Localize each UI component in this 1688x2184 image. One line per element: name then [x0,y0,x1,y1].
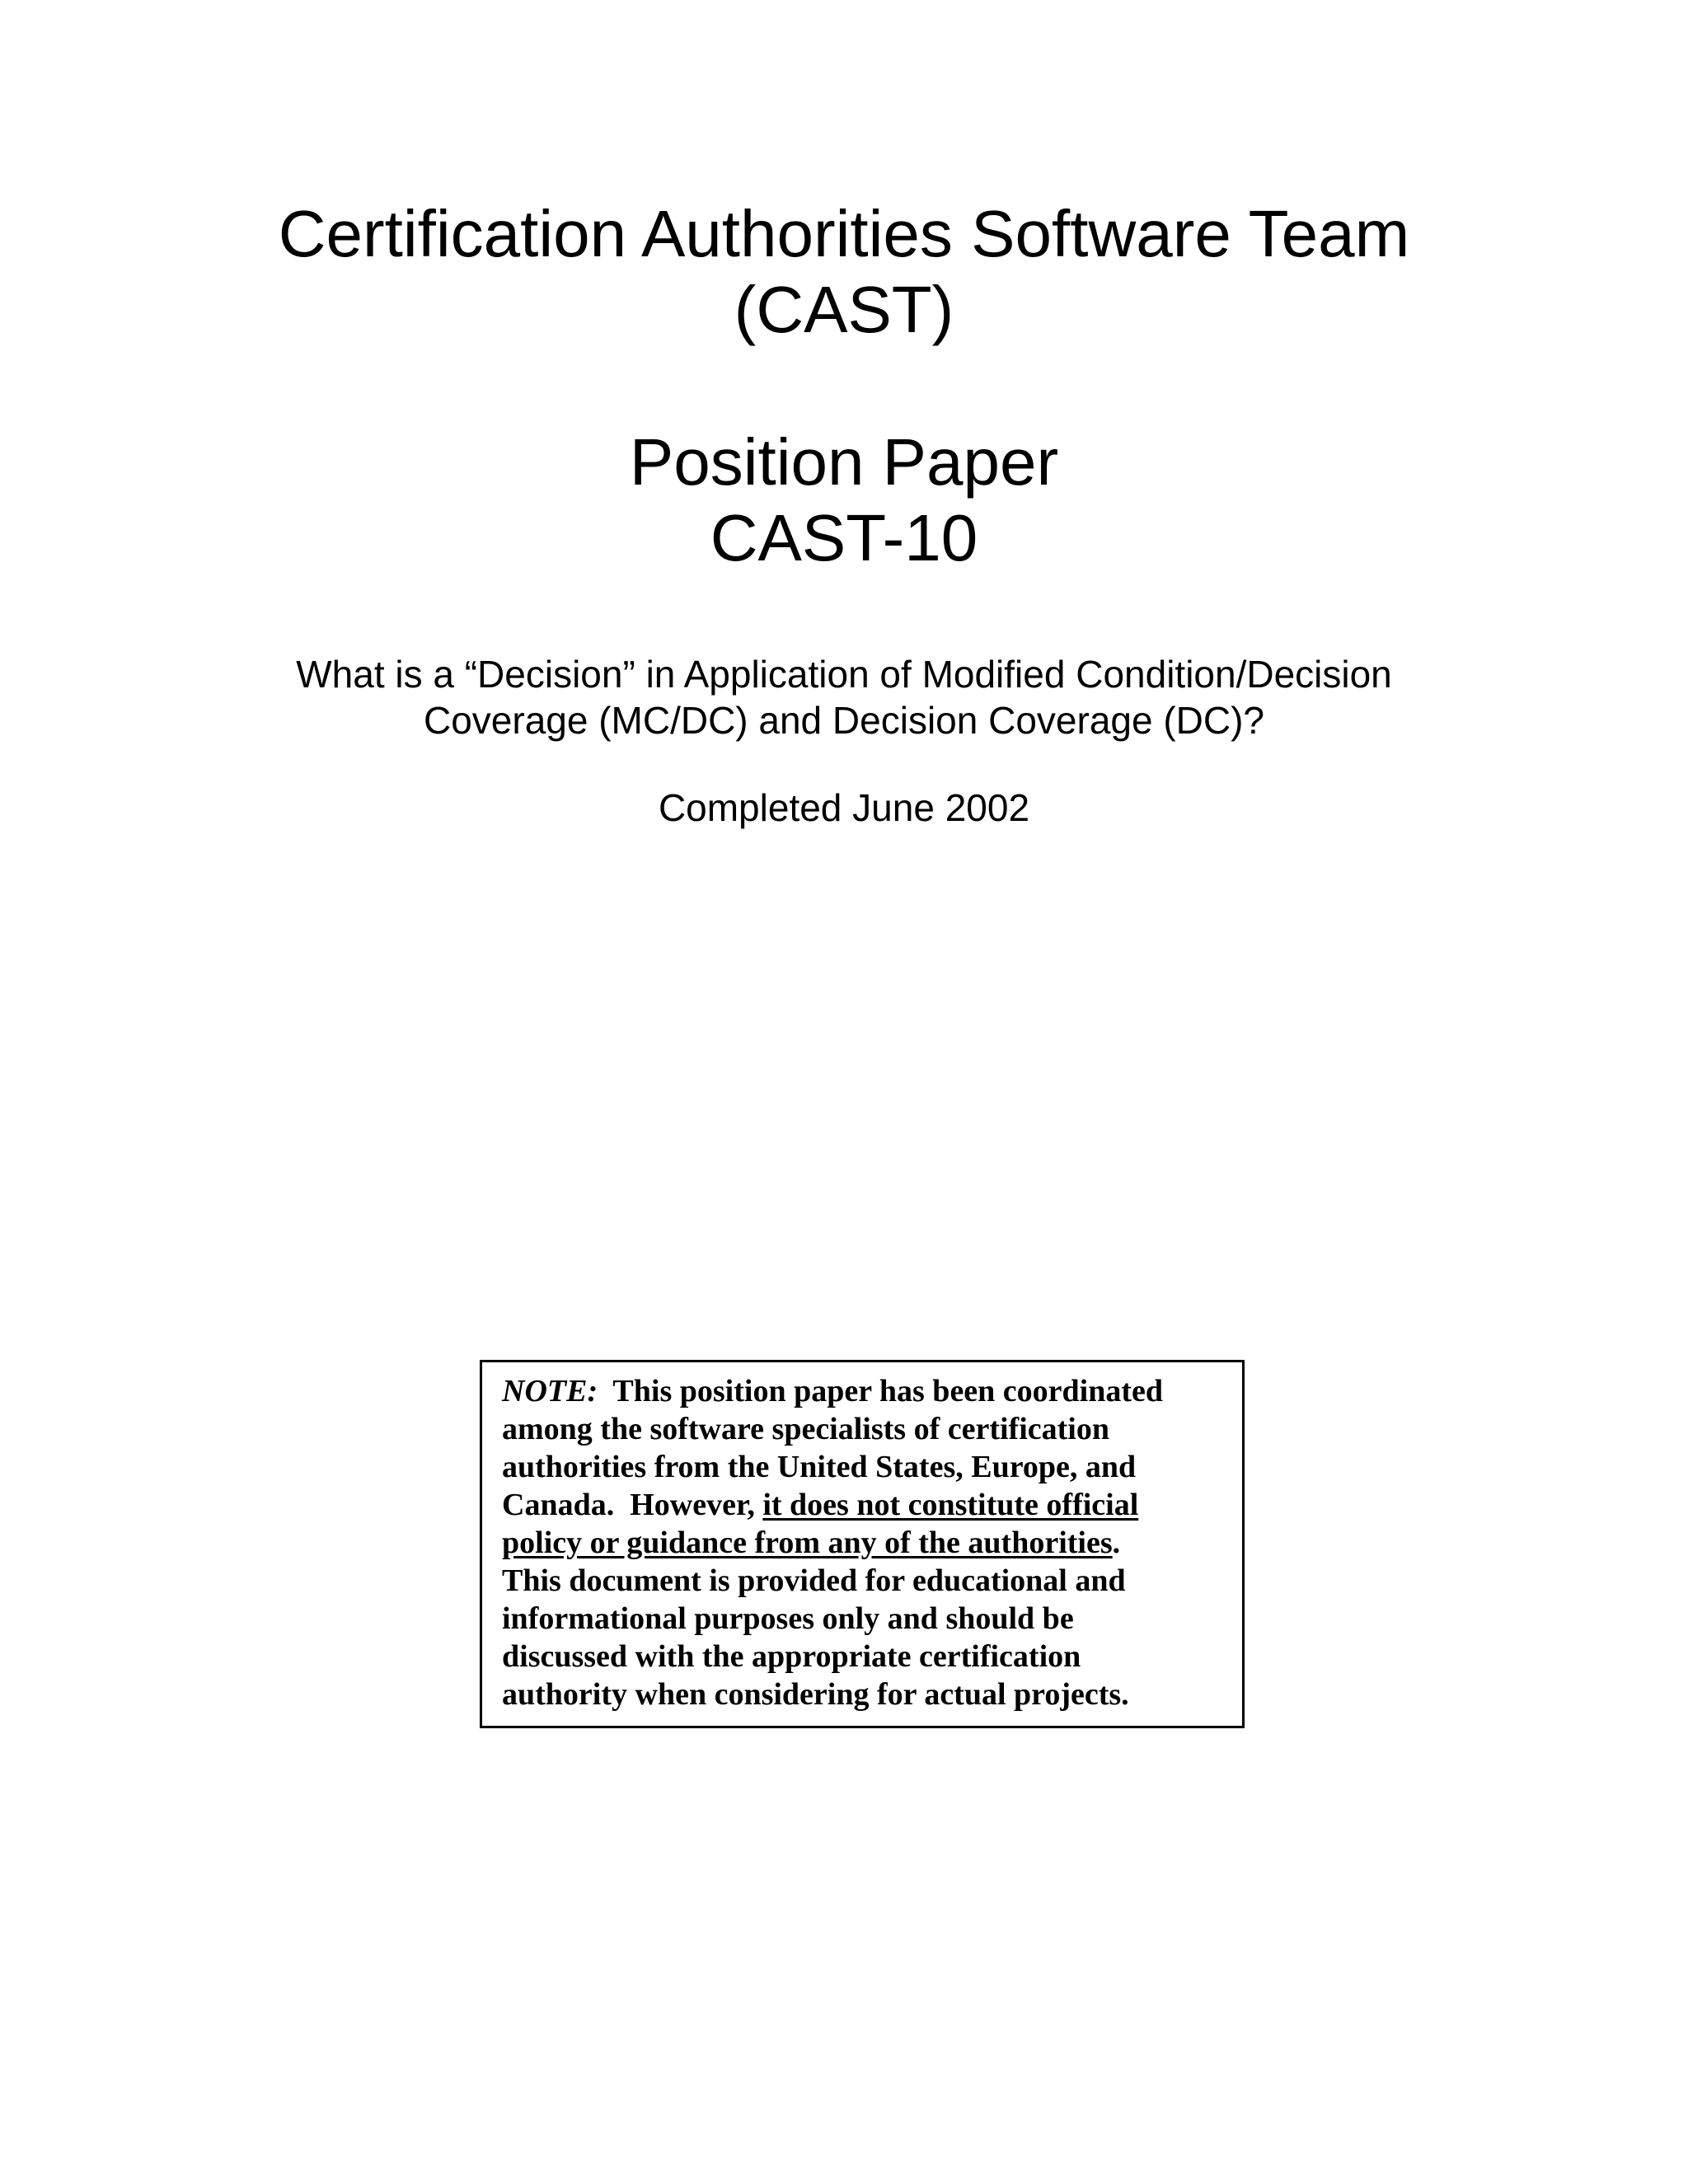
note-line-4-text: Canada. However, [502,1488,763,1522]
title-line-2: (CAST) [734,273,954,346]
team-title [0,196,1688,348]
completion-date [0,785,1688,831]
note-underlined-2: policy or guidance from any of the authorities [502,1526,1113,1560]
title-line-1: Certification Authorities Software Team [278,197,1410,270]
paper-number: CAST-10 [710,501,978,574]
subtitle-line-2: Coverage (MC/DC) and Decision Coverage (DC)? [423,699,1265,742]
note-line-5 [502,1524,1226,1562]
note-line-6: This document is provided for educational and [502,1563,1126,1598]
note-line-9: authority when considering for actual projects. [502,1677,1129,1712]
paper-subtitle [0,651,1688,743]
paper-title [0,424,1688,576]
note-line-4 [502,1486,1226,1524]
note-line-3: authorities from the United States, Europe, and [502,1450,1137,1484]
disclaimer-note-box [480,1360,1245,1728]
note-line-1 [502,1372,1226,1410]
paper-label: Position Paper [629,425,1059,499]
note-underlined-1: it does not constitute official [762,1488,1139,1522]
completed-text: Completed June 2002 [658,786,1030,829]
note-line-8: discussed with the appropriate certification [502,1639,1081,1674]
note-label: NOTE: [502,1374,598,1408]
note-line-2: among the software specialists of certification [502,1412,1109,1446]
note-line-5-tail: . [1112,1526,1121,1560]
note-line-1-text: This position paper has been coordinated [598,1374,1164,1408]
subtitle-line-1: What is a “Decision” in Application of Modified Condition/Decision [296,653,1392,696]
note-line-7: informational purposes only and should be [502,1601,1074,1636]
